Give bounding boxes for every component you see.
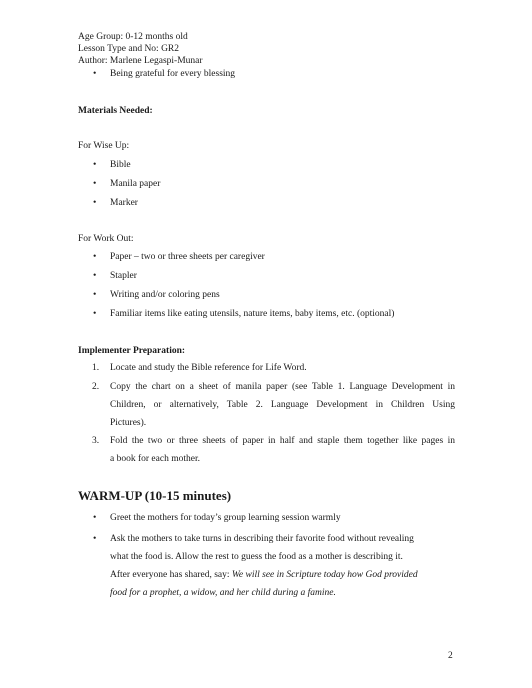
warmup-text: what the food is. Allow the rest to guess the food as a mother is describing it. [110, 552, 403, 562]
lesson-line: Lesson Type and No: GR2 [78, 44, 180, 54]
list-item: • Bible [110, 159, 131, 171]
list-item: • Stapler [110, 270, 137, 282]
list-item: • Writing and/or coloring pens [110, 289, 220, 301]
warmup-bullet: • Greet the mothers for today’s group learning session warmly [110, 512, 341, 524]
warmup-text [110, 569, 418, 581]
warmup-plain: After everyone has shared, say: [110, 570, 232, 580]
materials-heading: Materials Needed: [78, 106, 153, 116]
warmup-heading: WARM-UP (10-15 minutes) [78, 488, 232, 503]
step-number: 3. [92, 436, 100, 446]
page-number: 2 [448, 651, 453, 661]
wise-up-label: For Wise Up: [78, 141, 130, 151]
warmup-bullet: • Ask the mothers to take turns in describing their favorite food without revealing [110, 533, 414, 545]
list-item: • Paper – two or three sheets per caregiver [110, 251, 265, 263]
header-bullet: • Being grateful for every blessing [110, 68, 235, 80]
step-text: Pictures). [110, 418, 147, 428]
step-text: Copy the chart on a sheet of manila paper (see Table 1. Language Development in [110, 382, 455, 392]
list-item: • Manila paper [110, 178, 160, 190]
author-line: Author: Marlene Legaspi-Munar [78, 56, 203, 66]
list-item: • Familiar items like eating utensils, nature items, baby items, etc. (optional) [110, 308, 394, 320]
step-number: 1. [92, 363, 100, 373]
step-text: Locate and study the Bible reference for Life Word. [110, 363, 307, 373]
step-text: a book for each mother. [110, 454, 200, 464]
step-text: Children, or alternatively, Table 2. Language Development in Children Using [110, 400, 455, 410]
step-number: 2. [92, 382, 100, 392]
warmup-quote: We will see in Scripture today how God provided [231, 570, 418, 580]
implementer-heading: Implementer Preparation: [78, 346, 186, 356]
step-text: Fold the two or three sheets of paper in half and staple them together like pages in [110, 436, 455, 446]
list-item: • Marker [110, 197, 138, 209]
age-group-line: Age Group: 0-12 months old [78, 32, 188, 42]
work-out-label: For Work Out: [78, 234, 134, 244]
warmup-quote: food for a prophet, a widow, and her child during a famine. [110, 588, 336, 598]
